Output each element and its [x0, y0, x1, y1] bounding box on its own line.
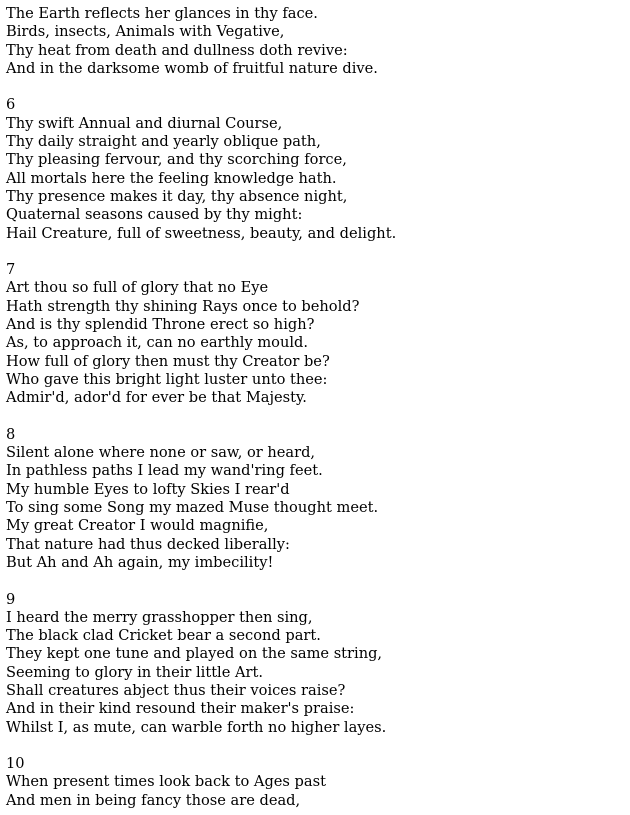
stanza-gap: [6, 408, 624, 426]
poem-line: Hail Creature, full of sweetness, beauty, and delight.: [6, 224, 397, 242]
poem-line: Thy daily straight and yearly oblique path,: [6, 133, 321, 151]
poem-line: And in the darksome womb of fruitful nature dive.: [6, 59, 378, 77]
poem-line: How full of glory then must thy Creator be?: [6, 352, 330, 370]
stanza-9: [6, 591, 624, 737]
poem-line: Who gave this bright light luster unto thee:: [6, 370, 328, 388]
poem-line: Shall creatures abject thus their voices raise?: [6, 681, 346, 699]
stanza-number: 7: [6, 261, 16, 279]
poem-line: When present times look back to Ages past: [6, 773, 326, 791]
opening-stanza: [6, 5, 624, 78]
poem-line: Admir'd, ador'd for ever be that Majesty.: [6, 389, 307, 407]
stanza-gap: [6, 737, 624, 755]
poem-page: [6, 5, 624, 810]
poem-line: I heard the merry grasshopper then sing,: [6, 608, 313, 626]
stanza-number: 6: [6, 96, 16, 114]
poem-line: My humble Eyes to lofty Skies I rear'd: [6, 480, 290, 498]
poem-line: My great Creator I would magnifie,: [6, 517, 269, 535]
poem-line: The black clad Cricket bear a second part.: [6, 627, 321, 645]
poem-line: Seeming to glory in their little Art.: [6, 663, 264, 681]
poem-line: Thy heat from death and dullness doth revive:: [6, 41, 348, 59]
poem-line: Thy pleasing fervour, and thy scorching force,: [6, 151, 347, 169]
poem-line: And is thy splendid Throne erect so high?: [6, 316, 315, 334]
poem-line: Hath strength thy shining Rays once to behold?: [6, 297, 360, 315]
poem-line: Whilst I, as mute, can warble forth no higher layes.: [6, 718, 387, 736]
stanza-10: [6, 755, 624, 810]
poem-line: But Ah and Ah again, my imbecility!: [6, 553, 274, 571]
stanza-6: [6, 96, 624, 242]
poem-line: The Earth reflects her glances in thy face.: [6, 5, 318, 22]
poem-line: That nature had thus decked liberally:: [6, 535, 290, 553]
poem-line: They kept one tune and played on the same string,: [6, 645, 383, 663]
poem-line: And men in being fancy those are dead,: [6, 791, 301, 809]
poem-line: As, to approach it, can no earthly mould.: [6, 334, 309, 352]
poem-line: Thy presence makes it day, thy absence night,: [6, 187, 348, 205]
poem-line: Silent alone where none or saw, or heard,: [6, 444, 316, 462]
poem-line: All mortals here the feeling knowledge hath.: [6, 169, 337, 187]
stanza-8: [6, 426, 624, 572]
poem-line: Birds, insects, Animals with Vegative,: [6, 23, 285, 41]
poem-line: And in their kind resound their maker's praise:: [6, 700, 355, 718]
stanza-number: 8: [6, 425, 16, 443]
poem-line: To sing some Song my mazed Muse thought meet.: [6, 499, 379, 517]
stanza-number: 10: [6, 755, 25, 773]
poem-line: Art thou so full of glory that no Eye: [6, 279, 269, 297]
stanza-gap: [6, 243, 624, 261]
stanza-gap: [6, 572, 624, 590]
poem-line: In pathless paths I lead my wand'ring feet.: [6, 462, 323, 480]
stanza-number: 9: [6, 590, 16, 608]
poem-line: Quaternal seasons caused by thy might:: [6, 206, 303, 224]
poem-line: Thy swift Annual and diurnal Course,: [6, 114, 283, 132]
stanza-gap: [6, 78, 624, 96]
stanza-7: [6, 261, 624, 407]
